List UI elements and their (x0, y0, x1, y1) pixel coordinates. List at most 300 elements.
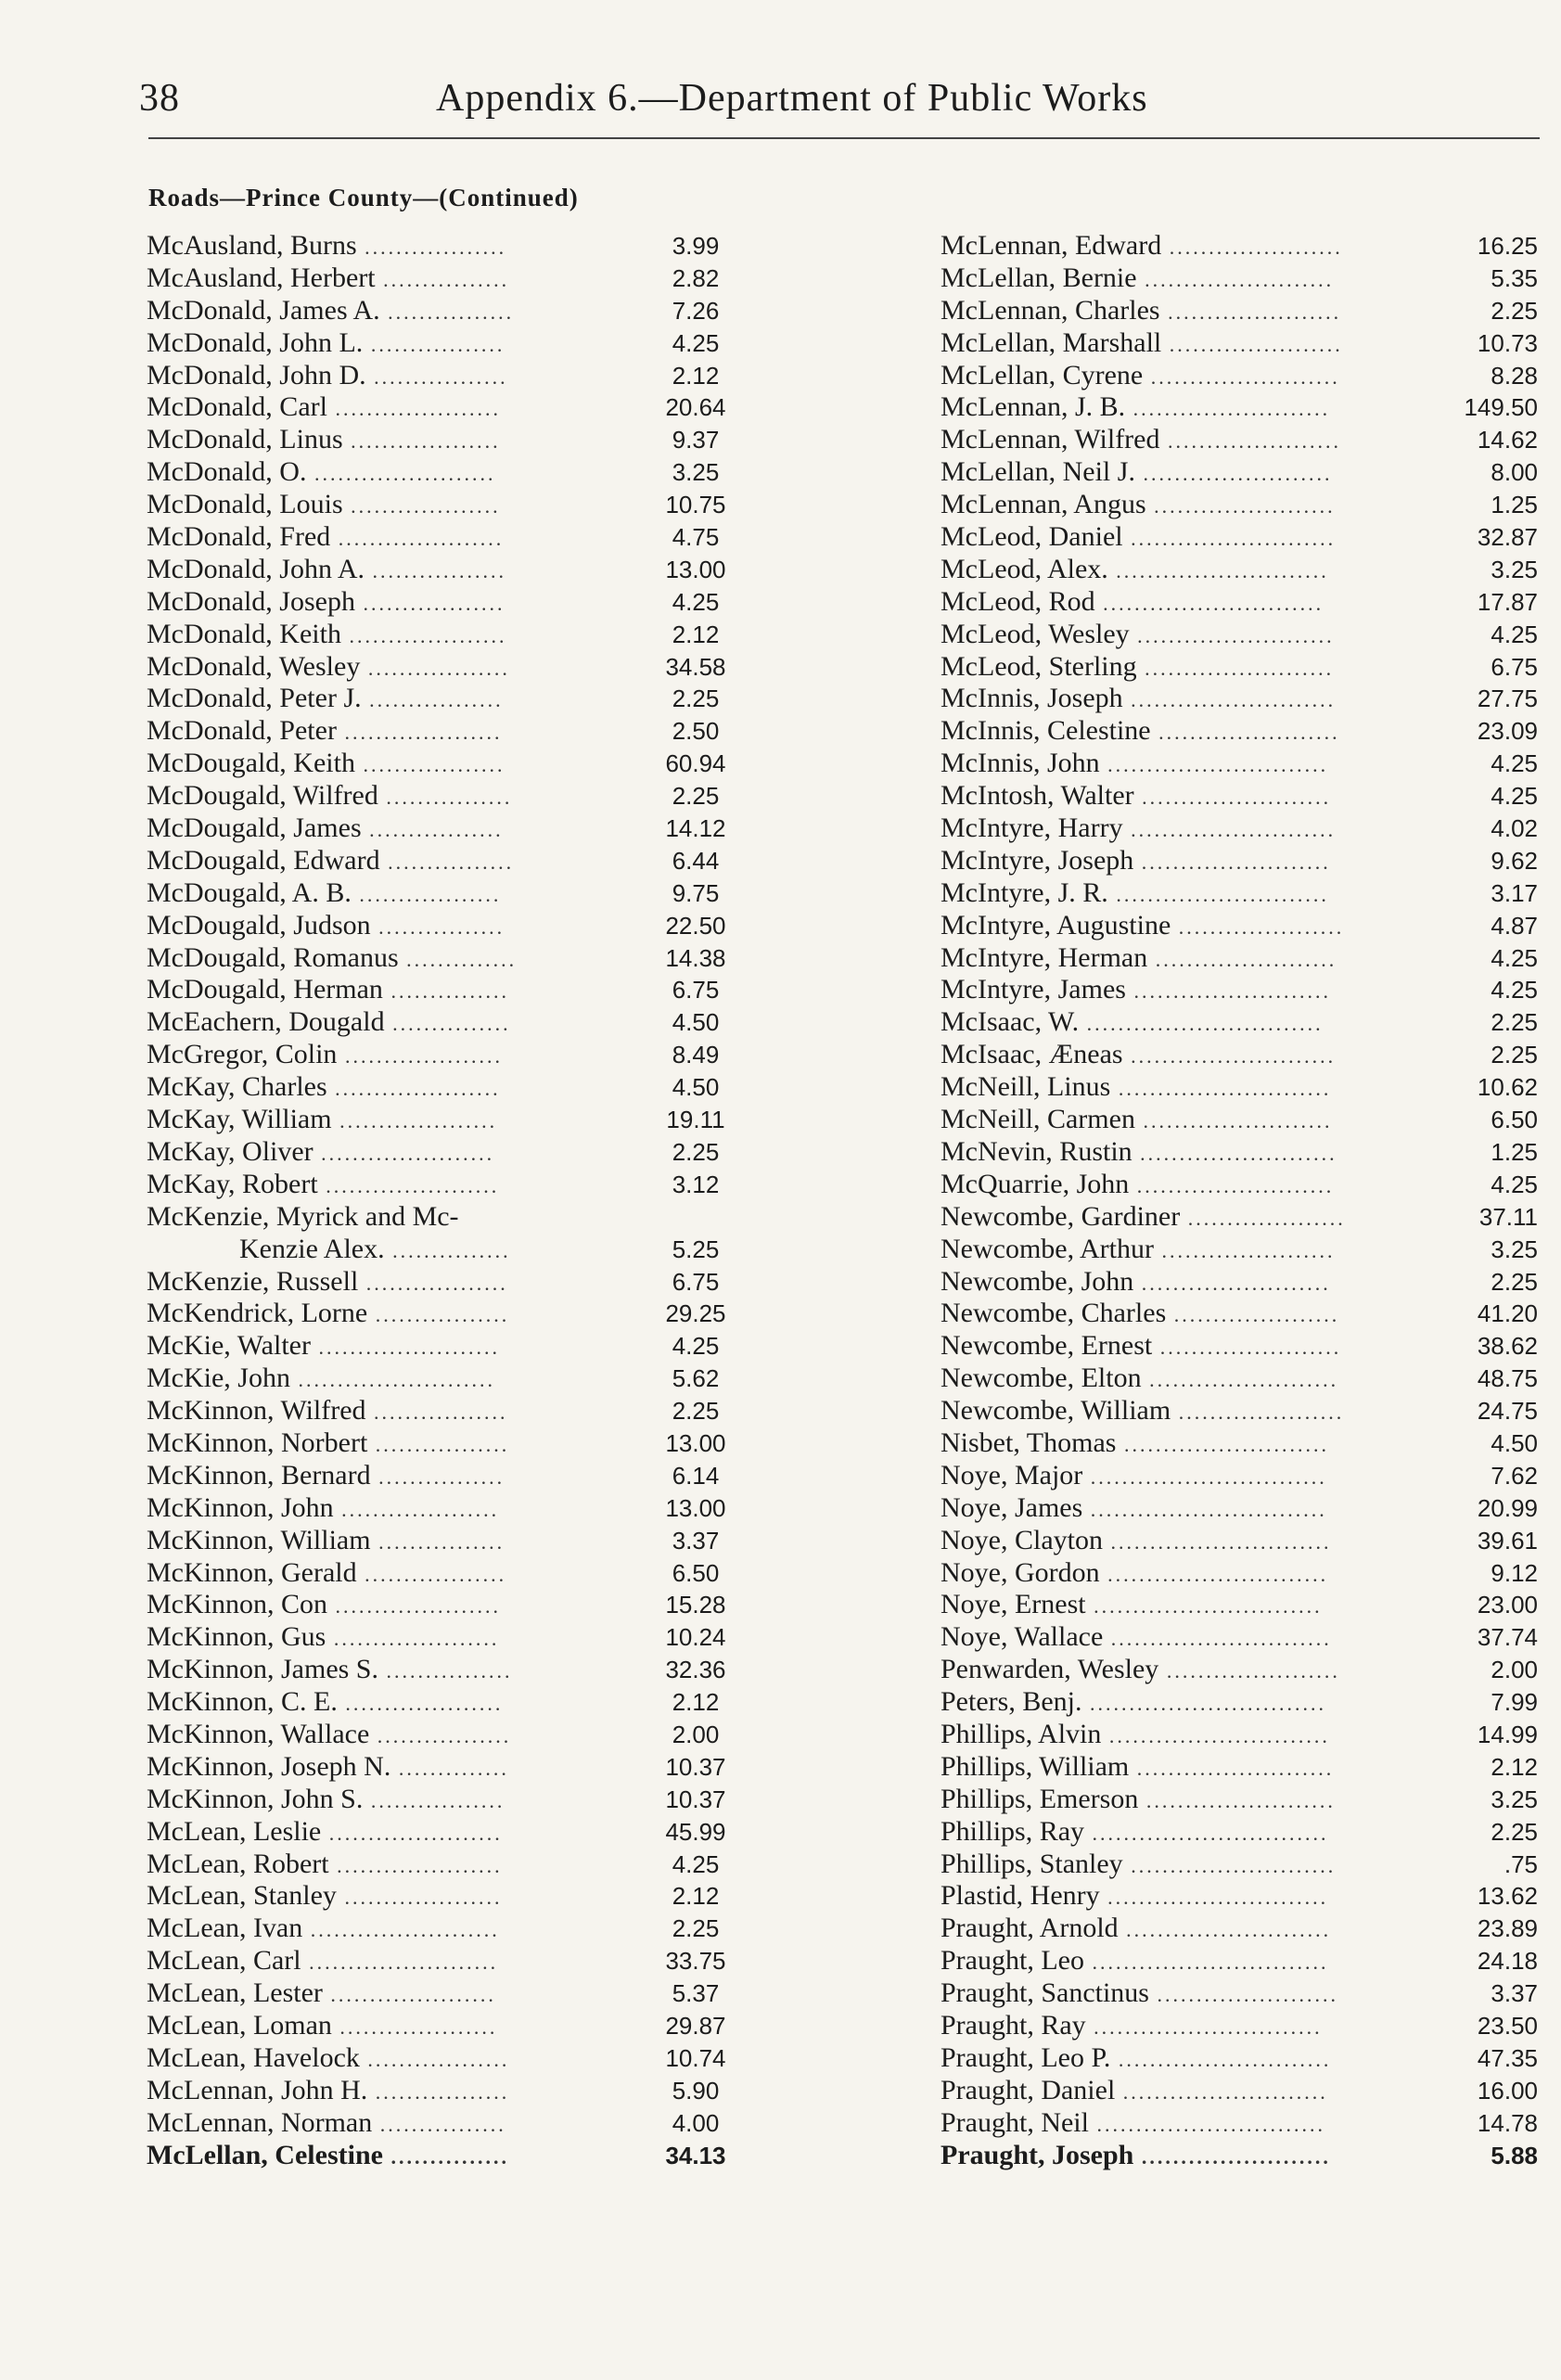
payee-name: McDougald, A. B. .................. (147, 877, 502, 908)
list-item (147, 1460, 761, 1492)
payment-amount: 23.00 (1477, 1591, 1538, 1619)
dot-leader: ....................... (1152, 1336, 1342, 1360)
list-item (940, 1006, 1538, 1039)
payee-name: McKenzie, Russell .................. (147, 1265, 508, 1297)
payment-amount: 3.25 (672, 458, 720, 487)
dot-leader: ..................... (327, 1594, 501, 1619)
list-item (940, 2107, 1538, 2140)
dot-leader: ........................ (302, 1918, 500, 1942)
payment-amount: 4.25 (672, 587, 720, 616)
list-item (147, 1913, 761, 1945)
list-item (147, 1945, 761, 1977)
dot-leader: ............... (384, 1238, 511, 1262)
list-item (147, 619, 761, 651)
dot-leader: .................... (1180, 1206, 1346, 1230)
list-item (147, 1266, 761, 1299)
payment-amount: 2.12 (672, 1688, 720, 1717)
dot-leader: ............................. (1085, 1594, 1323, 1619)
list-item (147, 1298, 761, 1330)
payee-name: McIntyre, J. R. ........................... (940, 877, 1329, 908)
payment-amount: 3.99 (672, 232, 720, 260)
dot-leader: ..................... (326, 1627, 500, 1651)
payment-amount: 2.25 (1491, 1267, 1538, 1296)
list-item (147, 974, 761, 1006)
list-item (940, 586, 1538, 619)
dot-leader: ...................... (317, 1173, 500, 1197)
dot-leader: ........................ (301, 1951, 499, 1975)
payee-name: Newcombe, Elton ........................ (940, 1363, 1339, 1394)
payee-name: McDonald, Peter .................... (147, 715, 503, 747)
payee-name: McDonald, Linus ................... (147, 424, 501, 455)
payment-amount: 4.50 (672, 1008, 720, 1037)
dot-leader: ............................ (1099, 1562, 1329, 1586)
dot-leader: ................ (378, 1659, 513, 1683)
list-item (147, 554, 761, 586)
dot-leader: .............................. (1084, 1821, 1329, 1845)
list-item (147, 521, 761, 554)
payee-name: McLellan, Celestine ............... (147, 2139, 509, 2170)
list-item (940, 1363, 1538, 1395)
payee-name: McKinnon, Gus ..................... (147, 1621, 500, 1653)
payment-amount: 6.44 (672, 846, 720, 875)
payee-name: Penwarden, Wesley ...................... (940, 1654, 1340, 1685)
dot-leader: ............................ (1094, 591, 1324, 615)
payment-amount: 5.62 (672, 1364, 720, 1393)
payee-name: Noye, Wallace ............................ (940, 1621, 1332, 1653)
payment-amount: 6.75 (672, 976, 720, 1004)
payee-name: McLeod, Alex. ........................... (940, 553, 1329, 584)
list-item (147, 683, 761, 715)
payee-name: McKay, Robert ...................... (147, 1168, 500, 1199)
payment-amount: 16.25 (1477, 232, 1538, 260)
list-item (940, 456, 1538, 489)
list-item (940, 1686, 1538, 1719)
payee-name: Kenzie Alex. ............... (239, 1233, 511, 1264)
payment-amount: 41.20 (1477, 1299, 1538, 1328)
payment-amount: 38.62 (1477, 1332, 1538, 1361)
payee-name: McDougald, Keith .................. (147, 748, 505, 779)
dot-leader: .......................... (1118, 1918, 1332, 1942)
dot-leader: ......................... (1132, 1141, 1337, 1165)
payment-amount: 39.61 (1477, 1526, 1538, 1555)
dot-leader: .................. (359, 2047, 510, 2071)
payment-amount: 10.62 (1477, 1073, 1538, 1102)
list-item (147, 1621, 761, 1654)
payee-name: McNeill, Carmen ........................ (940, 1104, 1333, 1135)
payment-amount: 4.25 (1491, 749, 1538, 778)
list-item (147, 1330, 761, 1363)
list-item (940, 554, 1538, 586)
list-item (147, 1751, 761, 1784)
payment-amount: 3.37 (672, 1526, 720, 1555)
payee-name: McKie, Walter ....................... (147, 1330, 500, 1362)
payee-name: McDonald, Keith .................... (147, 618, 507, 649)
payment-amount: 2.82 (672, 263, 720, 292)
payment-amount: 6.75 (1491, 652, 1538, 681)
dot-leader: ............................. (1085, 2015, 1323, 2039)
payee-name: McKie, John ......................... (147, 1363, 495, 1394)
list-item (147, 813, 761, 845)
list-item (147, 1719, 761, 1751)
payment-amount: 4.00 (672, 2108, 720, 2137)
payment-amount: 14.99 (1477, 1720, 1538, 1748)
dot-leader: .......................... (1122, 818, 1337, 842)
list-item (940, 1266, 1538, 1299)
list-item (147, 391, 761, 424)
dot-leader: ..................... (322, 1983, 496, 2007)
payment-amount: 2.12 (672, 620, 720, 648)
payee-name: Newcombe, Charles ..................... (940, 1298, 1340, 1329)
dot-leader: ........................... (1110, 1077, 1332, 1101)
dot-leader: ............................ (1099, 753, 1329, 777)
payee-name: McDonald, Peter J. ................. (147, 683, 504, 714)
dot-leader: ........................... (1107, 882, 1329, 906)
payee-name: McKay, Charles ..................... (147, 1071, 501, 1103)
list-item (147, 1654, 761, 1686)
payment-amount: 37.74 (1477, 1623, 1538, 1652)
list-item (147, 1686, 761, 1719)
payee-name: McLean, Lester ..................... (147, 1977, 496, 2009)
payment-amount: 4.50 (1491, 1428, 1538, 1457)
payment-amount: 10.24 (665, 1623, 726, 1652)
right-column (940, 230, 1538, 2171)
payment-amount: 13.00 (665, 1428, 726, 1457)
payment-amount: 34.13 (665, 2141, 726, 2169)
dot-leader: .................. (358, 1271, 508, 1295)
payment-amount: 15.28 (665, 1591, 726, 1619)
payment-amount: 4.25 (1491, 976, 1538, 1004)
list-item (940, 2042, 1538, 2075)
running-title: Appendix 6.—Department of Public Works (436, 77, 1148, 120)
payee-name: McIntyre, Harry .......................... (940, 813, 1337, 844)
payee-name: McDonald, John D. ................. (147, 359, 508, 390)
payment-amount: 2.25 (1491, 1041, 1538, 1069)
payment-amount: 3.25 (1491, 555, 1538, 583)
payee-name: McLean, Stanley .................... (147, 1880, 503, 1912)
payee-name: McDonald, Joseph .................. (147, 585, 505, 617)
payee-name: McDougald, Edward ................ (147, 844, 515, 876)
dot-leader: ...................... (321, 1821, 503, 1845)
list-item (940, 1977, 1538, 2010)
payee-name: McLellan, Cyrene ........................ (940, 359, 1340, 390)
dot-leader: ............................ (1103, 1627, 1332, 1651)
payment-amount: 23.89 (1477, 1914, 1538, 1943)
list-item (940, 813, 1538, 845)
dot-leader: ....................... (1149, 1983, 1338, 2007)
list-item (940, 1071, 1538, 1104)
list-item (940, 1201, 1538, 1234)
payment-amount: 48.75 (1477, 1364, 1538, 1393)
payee-name: McKinnon, James S. ................ (147, 1654, 513, 1685)
dot-leader: ...................... (313, 1141, 495, 1165)
dot-leader: ....................... (1150, 721, 1340, 745)
dot-leader: ......................... (289, 1368, 495, 1392)
list-item (147, 360, 761, 392)
payee-name: McKinnon, Joseph N. .............. (147, 1750, 509, 1782)
payee-name: McKay, Oliver ...................... (147, 1135, 495, 1167)
payee-name: Phillips, William ......................... (940, 1750, 1335, 1782)
payee-name: McLennan, Charles ...................... (940, 294, 1342, 326)
payee-name: McDonald, O. ....................... (147, 456, 496, 488)
payee-name: Praught, Sanctinus ....................... (940, 1977, 1338, 2009)
list-item (147, 1006, 761, 1039)
payee-name: McDonald, James A. ................ (147, 294, 515, 326)
payee-name: McDonald, John A. ................. (147, 553, 506, 584)
payment-amount: 2.25 (672, 1137, 720, 1166)
payee-name: McLennan, Wilfred ...................... (940, 424, 1341, 455)
payee-name: Noye, Clayton ............................ (940, 1524, 1332, 1555)
dot-leader: .................... (337, 1692, 504, 1716)
list-item (147, 1557, 761, 1590)
payment-amount: 29.25 (665, 1299, 726, 1328)
payment-amount: 13.62 (1477, 1882, 1538, 1911)
payment-amount: 34.58 (665, 652, 726, 681)
payment-amount: .75 (1503, 1849, 1538, 1878)
dot-leader: .................. (356, 236, 507, 259)
payee-name: McKinnon, John S. ................. (147, 1783, 505, 1814)
list-item (940, 1395, 1538, 1427)
payee-name: McKinnon, William ................ (147, 1524, 505, 1555)
dot-leader: ....................... (1147, 947, 1337, 971)
payment-amount: 20.99 (1477, 1493, 1538, 1522)
payee-name: McDonald, Carl ..................... (147, 391, 501, 423)
list-item (940, 1330, 1538, 1363)
list-item (940, 1719, 1538, 1751)
list-item (147, 1363, 761, 1395)
payee-name: Newcombe, William ..................... (940, 1395, 1345, 1427)
payee-name: Noye, Ernest ............................. (940, 1589, 1323, 1620)
dot-leader: ......................... (1125, 397, 1331, 421)
payment-amount: 10.75 (665, 491, 726, 519)
list-item (147, 1784, 761, 1816)
list-item (147, 1849, 761, 1881)
payee-name: McDonald, John L. ................. (147, 326, 505, 358)
list-item (940, 780, 1538, 813)
payment-amount: 45.99 (665, 1817, 726, 1846)
list-item (940, 877, 1538, 910)
left-column (147, 230, 761, 2171)
list-item (940, 2140, 1538, 2172)
dot-leader: .......................... (1122, 688, 1337, 712)
payment-amount: 4.50 (672, 1073, 720, 1102)
dot-leader: ..................... (1171, 1401, 1345, 1425)
payee-name: Phillips, Stanley .......................... (940, 1848, 1337, 1879)
list-item (940, 1880, 1538, 1913)
payee-name: Praught, Leo .............................. (940, 1945, 1329, 1977)
payee-name: McDougald, Herman ............... (147, 974, 509, 1005)
dot-leader: .................... (331, 2015, 498, 2039)
payment-amount: 4.02 (1491, 814, 1538, 843)
payee-name: Noye, Gordon ............................ (940, 1556, 1329, 1588)
payee-name: McNevin, Rustin ......................... (940, 1135, 1337, 1167)
list-item (147, 230, 761, 262)
list-item (940, 489, 1538, 521)
payment-amount: 14.78 (1477, 2108, 1538, 2137)
payment-amount: 2.25 (1491, 1817, 1538, 1846)
dot-leader: ................. (363, 332, 505, 356)
payee-name: McKinnon, John .................... (147, 1491, 500, 1523)
payment-amount: 5.88 (1491, 2141, 1538, 2169)
list-item (940, 619, 1538, 651)
payee-name: McIntyre, Joseph ........................ (940, 844, 1331, 876)
list-item (147, 942, 761, 975)
payment-amount: 5.35 (1491, 263, 1538, 292)
dot-leader: ............... (382, 2144, 509, 2169)
dot-leader: .............. (398, 947, 518, 971)
list-item (940, 910, 1538, 942)
dot-leader: ................. (361, 818, 504, 842)
dot-leader: ....................... (306, 462, 496, 486)
section-heading: Roads—Prince County—(Continued) (148, 184, 579, 211)
payment-amount: 8.49 (672, 1041, 720, 1069)
list-item (147, 1104, 761, 1136)
payment-amount: 8.00 (1491, 458, 1538, 487)
payment-amount: 10.37 (665, 1752, 726, 1781)
dot-leader: .............................. (1081, 1692, 1326, 1716)
dot-leader: ............................ (1099, 1886, 1329, 1910)
payment-amount: 8.28 (1491, 361, 1538, 390)
payment-amount: 6.50 (1491, 1106, 1538, 1134)
payment-amount: 24.18 (1477, 1947, 1538, 1976)
payee-name: McLennan, J. B. ......................... (940, 391, 1331, 423)
payment-amount: 7.26 (672, 296, 720, 325)
payee-name: Phillips, Ray .............................. (940, 1815, 1329, 1847)
dot-leader: .......................... (1116, 1432, 1329, 1456)
dot-leader: ................... (342, 494, 501, 518)
payee-name: McIsaac, W. .............................. (940, 1006, 1324, 1038)
list-item (940, 327, 1538, 360)
list-item (940, 1169, 1538, 1201)
list-item (147, 1492, 761, 1525)
list-item (940, 230, 1538, 262)
payment-amount: 22.50 (665, 911, 726, 940)
payee-name: McDougald, Judson ................ (147, 909, 505, 940)
payment-amount: 3.25 (1491, 1235, 1538, 1263)
list-item (940, 1557, 1538, 1590)
list-item (940, 1654, 1538, 1686)
list-item (147, 748, 761, 780)
payee-name: Praught, Leo P. ........................... (940, 2041, 1332, 2073)
payee-name: McLean, Ivan ........................ (147, 1913, 500, 1944)
payee-name: McLennan, John H. ................. (147, 2074, 510, 2105)
payee-name: Praught, Daniel .......................... (940, 2074, 1328, 2105)
payment-amount: 33.75 (665, 1947, 726, 1976)
list-item (940, 2075, 1538, 2107)
dot-leader: .............................. (1079, 1012, 1324, 1036)
payment-amount: 3.17 (1491, 878, 1538, 907)
list-item (940, 683, 1538, 715)
payment-amount: 6.75 (672, 1267, 720, 1296)
list-item (940, 1298, 1538, 1330)
list-item (147, 456, 761, 489)
payment-amount: 10.73 (1477, 328, 1538, 357)
payee-name: McKenzie, Myrick and Mc- (147, 1200, 459, 1232)
payee-name: McDougald, James ................. (147, 813, 504, 844)
payee-name: McInnis, Joseph .......................... (940, 683, 1337, 714)
list-item (940, 1460, 1538, 1492)
payee-name: McLean, Havelock .................. (147, 2041, 510, 2073)
payee-name: McLennan, Angus ....................... (940, 489, 1336, 520)
payment-amount: 4.25 (672, 1332, 720, 1361)
dot-leader: ........................ (1136, 656, 1335, 680)
payment-amount: 2.00 (672, 1720, 720, 1748)
payment-amount: 6.14 (672, 1461, 720, 1490)
payee-name: McDougald, Romanus .............. (147, 941, 518, 973)
list-item (147, 651, 761, 684)
dot-leader: ........................ (1136, 267, 1335, 291)
payment-amount: 20.64 (665, 393, 726, 422)
payment-amount: 16.00 (1477, 2076, 1538, 2105)
dot-leader: ........................ (1134, 462, 1333, 486)
payment-amount: 2.25 (672, 685, 720, 713)
payment-amount: 3.12 (672, 1170, 720, 1198)
payee-name: McIntyre, James ......................... (940, 974, 1331, 1005)
dot-leader: .................. (354, 591, 505, 615)
dot-leader: .................... (333, 1497, 500, 1521)
payee-name: McGregor, Colin .................... (147, 1039, 503, 1070)
dot-leader: ........................ (1134, 1109, 1333, 1133)
payment-amount: 23.50 (1477, 2011, 1538, 2040)
dot-leader: ........................ (1138, 1788, 1336, 1812)
payment-amount: 5.90 (672, 2076, 720, 2105)
payment-amount: 2.12 (672, 361, 720, 390)
list-item (940, 1784, 1538, 1816)
payment-amount: 5.25 (672, 1235, 720, 1263)
list-item (940, 262, 1538, 295)
list-item (940, 845, 1538, 877)
list-item (940, 391, 1538, 424)
payment-amount: 14.12 (665, 814, 726, 843)
payee-name: McIntyre, Augustine ..................... (940, 909, 1345, 940)
list-item (147, 1201, 761, 1234)
dot-leader: ............................. (1088, 2112, 1325, 2136)
payment-amount: 2.12 (672, 1882, 720, 1911)
payee-name: McKinnon, Wallace ................. (147, 1718, 512, 1749)
dot-leader: .................. (351, 882, 502, 906)
list-item (147, 327, 761, 360)
list-item (147, 424, 761, 456)
page-header (139, 76, 1271, 132)
payment-amount: 27.75 (1477, 685, 1538, 713)
list-item (940, 1913, 1538, 1945)
dot-leader: ..................... (326, 397, 501, 421)
payment-amount: 2.00 (1491, 1656, 1538, 1684)
payment-amount: 3.25 (1491, 1785, 1538, 1813)
payee-name: Plastid, Henry ............................ (940, 1880, 1329, 1912)
list-item (147, 2107, 761, 2140)
list-item (147, 1589, 761, 1621)
dot-leader: ..................... (1171, 915, 1345, 939)
payee-name: Newcombe, Gardiner .................... (940, 1200, 1346, 1232)
dot-leader: ................. (361, 688, 504, 712)
payee-name: McLeod, Rod ............................ (940, 585, 1324, 617)
payee-name: McLennan, Edward ...................... (940, 230, 1343, 261)
dot-leader: .............. (390, 1756, 509, 1780)
list-item (940, 2010, 1538, 2042)
payment-amount: 10.37 (665, 1785, 726, 1813)
payee-name: McEachern, Dougald ............... (147, 1006, 511, 1038)
dot-leader: ..................... (326, 1077, 501, 1101)
payee-name: Noye, Major .............................. (940, 1459, 1327, 1491)
dot-leader: ................. (363, 1788, 505, 1812)
payee-name: McLean, Leslie ...................... (147, 1815, 503, 1847)
dot-leader: ...................... (1161, 332, 1343, 356)
payee-name: McIsaac, Æneas .......................... (940, 1039, 1337, 1070)
payee-name: McDougald, Wilfred ................ (147, 780, 513, 812)
payee-name: McLellan, Neil J. ........................ (940, 456, 1333, 488)
payee-name: McLellan, Marshall ...................... (940, 326, 1343, 358)
list-item (147, 1039, 761, 1071)
